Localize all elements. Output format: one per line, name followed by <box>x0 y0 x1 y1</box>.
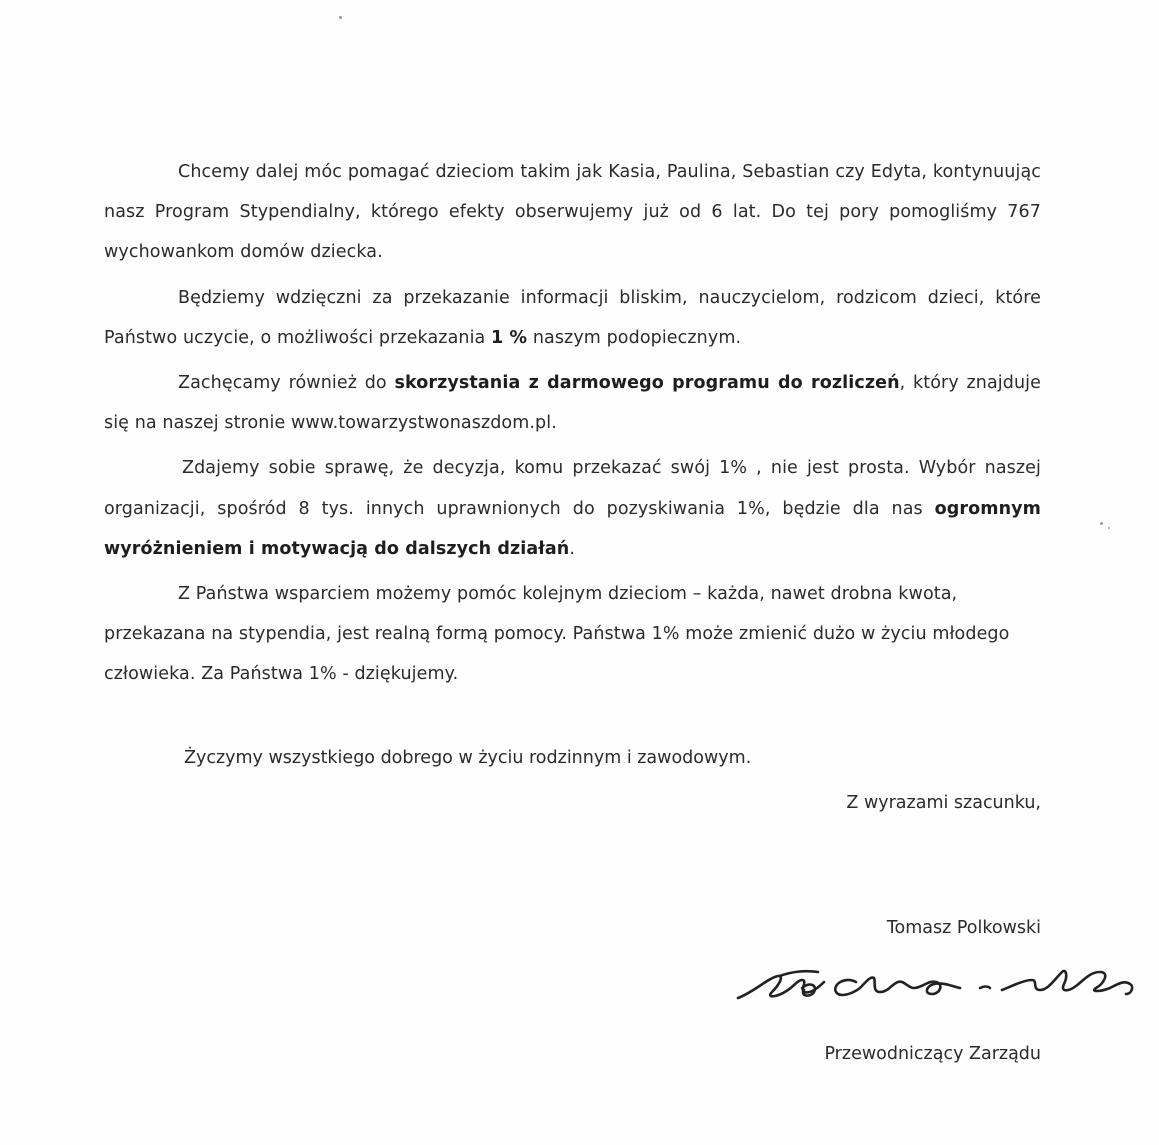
paragraph-emphasis: skorzystania z darmowego programu do rozliczeń <box>394 373 900 394</box>
paragraph-decision <box>104 448 1041 569</box>
paragraph-text: naszym podopiecznym. <box>527 327 742 348</box>
closing-salutation: Z wyrazami szacunku, <box>846 793 1041 813</box>
paragraph-text: Będziemy wdzięczni za przekazanie informacji bliskim, nauczycielom, rodzicom dzieci, które Państwo uczycie, o możliwości przekazania <box>104 287 1041 348</box>
signature-stroke <box>1002 971 1132 994</box>
signer-title: Przewodniczący Zarządu <box>824 1044 1041 1064</box>
paragraph-text: Chcemy dalej móc pomagać dzieciom takim jak Kasia, Paulina, Sebastian czy Edyta, kontynuując nasz Program Stypendialny, którego efekty obserwujemy już od 6 lat. Do tej pory pomogliśmy 767 wychowankom domów dziecka. <box>104 162 1041 263</box>
scan-speck <box>1100 522 1103 525</box>
signature-strokes <box>738 971 1132 998</box>
paragraph-text: Zachęcamy również do <box>178 373 395 394</box>
paragraph-text: , który znajduje się na naszej stronie www.towarzystwonaszdom.pl. <box>104 373 1041 434</box>
signature-stroke <box>835 978 960 995</box>
paragraph-emphasis: ogromnym wyróżnieniem i motywacją do dalszych działań <box>104 498 1041 559</box>
signature-stroke <box>780 971 818 976</box>
handwritten-signature <box>732 962 1136 1026</box>
paragraph-free-tax-program <box>104 363 1041 443</box>
scan-speck <box>339 16 342 19</box>
scan-speck <box>1108 527 1110 529</box>
paragraph-text: . <box>569 538 576 559</box>
wishes-line: Życzymy wszystkiego dobrego w życiu rodzinnym i zawodowym. <box>184 748 752 768</box>
paragraph-emphasis: 1 % <box>491 327 528 348</box>
paragraph-text: Zdajemy sobie sprawę, że decyzja, komu przekazać swój 1% , nie jest prosta. Wybór naszej organizacji, spośród 8 tys. innych uprawnionych do pozyskiwania 1%, będzie dla nas <box>104 458 1041 519</box>
letter-body <box>104 152 1041 700</box>
signature-stroke <box>980 987 990 989</box>
signer-name: Tomasz Polkowski <box>886 918 1041 938</box>
paragraph-spread-information <box>104 278 1041 358</box>
paragraph-text: Z Państwa wsparciem możemy pomóc kolejnym dzieciom – każda, nawet drobna kwota, przekazana na stypendia, jest realną formą pomocy. Państwa 1% może zmienić dużo w życiu młodego człowieka. Za Państwa 1% - dziękujemy. <box>104 584 1010 685</box>
paragraph-scholarship-program <box>104 152 1041 273</box>
paragraph-support <box>104 574 1041 695</box>
